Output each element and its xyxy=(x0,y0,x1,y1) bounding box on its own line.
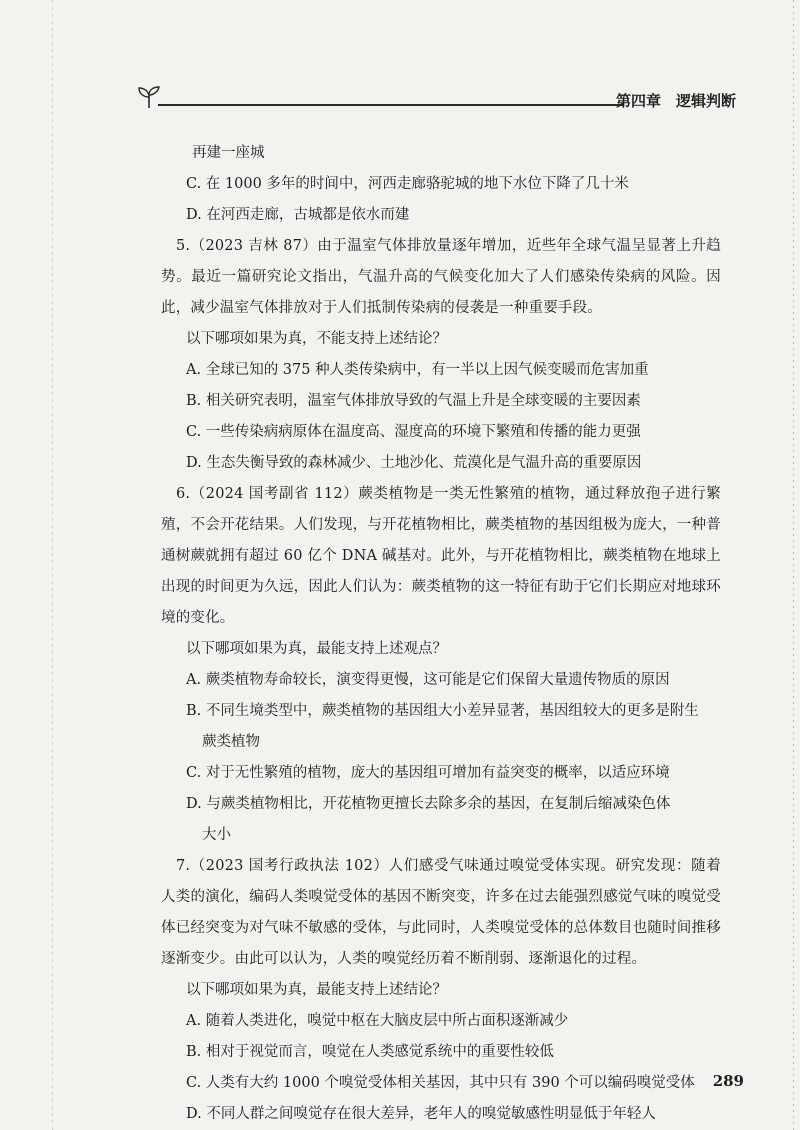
option-line: A. 蕨类植物寿命较长，演变得更慢，这可能是它们保留大量遗传物质的原因 xyxy=(186,672,670,688)
option-line: D. 与蕨类植物相比，开花植物更擅长去除多余的基因，在复制后缩减染色体 xyxy=(186,796,671,812)
sprout-icon xyxy=(136,84,162,110)
option-line: D. 不同人群之间嗅觉存在很大差异，老年人的嗅觉敏感性明显低于年轻人 xyxy=(186,1106,656,1122)
question-paragraph: 7.（2023 国考行政执法 102）人们感受气味通过嗅觉受体实现。研究发现：随着人类的演化，编码人类嗅觉受体的基因不断突变，许多在过去能强烈感觉气味的嗅觉受体已经突变为对气味不敏感的受体，与此同时，人类嗅觉受体的总体数目也随时间推移逐渐变少。由此可以认为，人类的嗅觉经历着不断削弱、逐渐退化的过程。 xyxy=(161,858,721,967)
option-line: B. 相对于视觉而言，嗅觉在人类感觉系统中的重要性较低 xyxy=(186,1044,554,1060)
option-line: A. 全球已知的 375 种人类传染病中，有一半以上因气候变暖而危害加重 xyxy=(186,362,649,378)
page-header xyxy=(136,84,736,114)
question-text xyxy=(161,138,721,1130)
header-rule xyxy=(158,104,623,106)
option-line: 以下哪项如果为真，最能支持上述观点？ xyxy=(186,641,447,657)
question-paragraph: 5.（2023 吉林 87）由于温室气体排放量逐年增加，近些年全球气温呈显著上升趋势。最近一篇研究论文指出，气温升高的气候变化加大了人们感染传染病的风险。因此，减少温室气体排放对于人们抵制传染病的侵袭是一种重要手段。 xyxy=(161,238,721,316)
page-number: 289 xyxy=(712,1072,744,1090)
option-line: C. 人类有大约 1000 个嗅觉受体相关基因，其中只有 390 个可以编码嗅觉受体 xyxy=(186,1075,695,1091)
option-continuation: 大小 xyxy=(202,827,231,843)
question-paragraph: 6.（2024 国考副省 112）蕨类植物是一类无性繁殖的植物，通过释放孢子进行繁殖，不会开花结果。人们发现，与开花植物相比，蕨类植物的基因组极为庞大，一种普通树蕨就拥有超过 60 亿个 DNA 碱基对。此外，与开花植物相比，蕨类植物在地球上出现的时间更为久远，因此人们认为：蕨类植物的这一特征有助于它们长期应对地球环境的变化。 xyxy=(161,486,721,626)
option-line: 以下哪项如果为真，最能支持上述结论？ xyxy=(186,982,447,998)
option-line: C. 对于无性繁殖的植物，庞大的基因组可增加有益突变的概率，以适应环境 xyxy=(186,765,670,781)
option-line: C. 一些传染病病原体在温度高、湿度高的环境下繁殖和传播的能力更强 xyxy=(186,424,641,440)
option-line: B. 不同生境类型中，蕨类植物的基因组大小差异显著，基因组较大的更多是附生 xyxy=(186,703,699,719)
option-line: D. 在河西走廊，古城都是依水而建 xyxy=(186,207,410,223)
option-line: D. 生态失衡导致的森林减少、土地沙化、荒漠化是气温升高的重要原因 xyxy=(186,455,642,471)
option-line: 以下哪项如果为真，不能支持上述结论？ xyxy=(186,331,447,347)
option-continuation: 蕨类植物 xyxy=(202,734,260,750)
scan-edge-right xyxy=(793,0,794,1130)
continued-text: 再建一座城 xyxy=(192,145,265,161)
option-line: C. 在 1000 多年的时间中，河西走廊骆驼城的地下水位下降了几十米 xyxy=(186,176,629,192)
chapter-title: 第四章 逻辑判断 xyxy=(615,92,736,110)
option-line: A. 随着人类进化，嗅觉中枢在大脑皮层中所占面积逐渐减少 xyxy=(186,1013,569,1029)
scan-edge-left xyxy=(52,0,53,1130)
option-line: B. 相关研究表明，温室气体排放导致的气温上升是全球变暖的主要因素 xyxy=(186,393,641,409)
